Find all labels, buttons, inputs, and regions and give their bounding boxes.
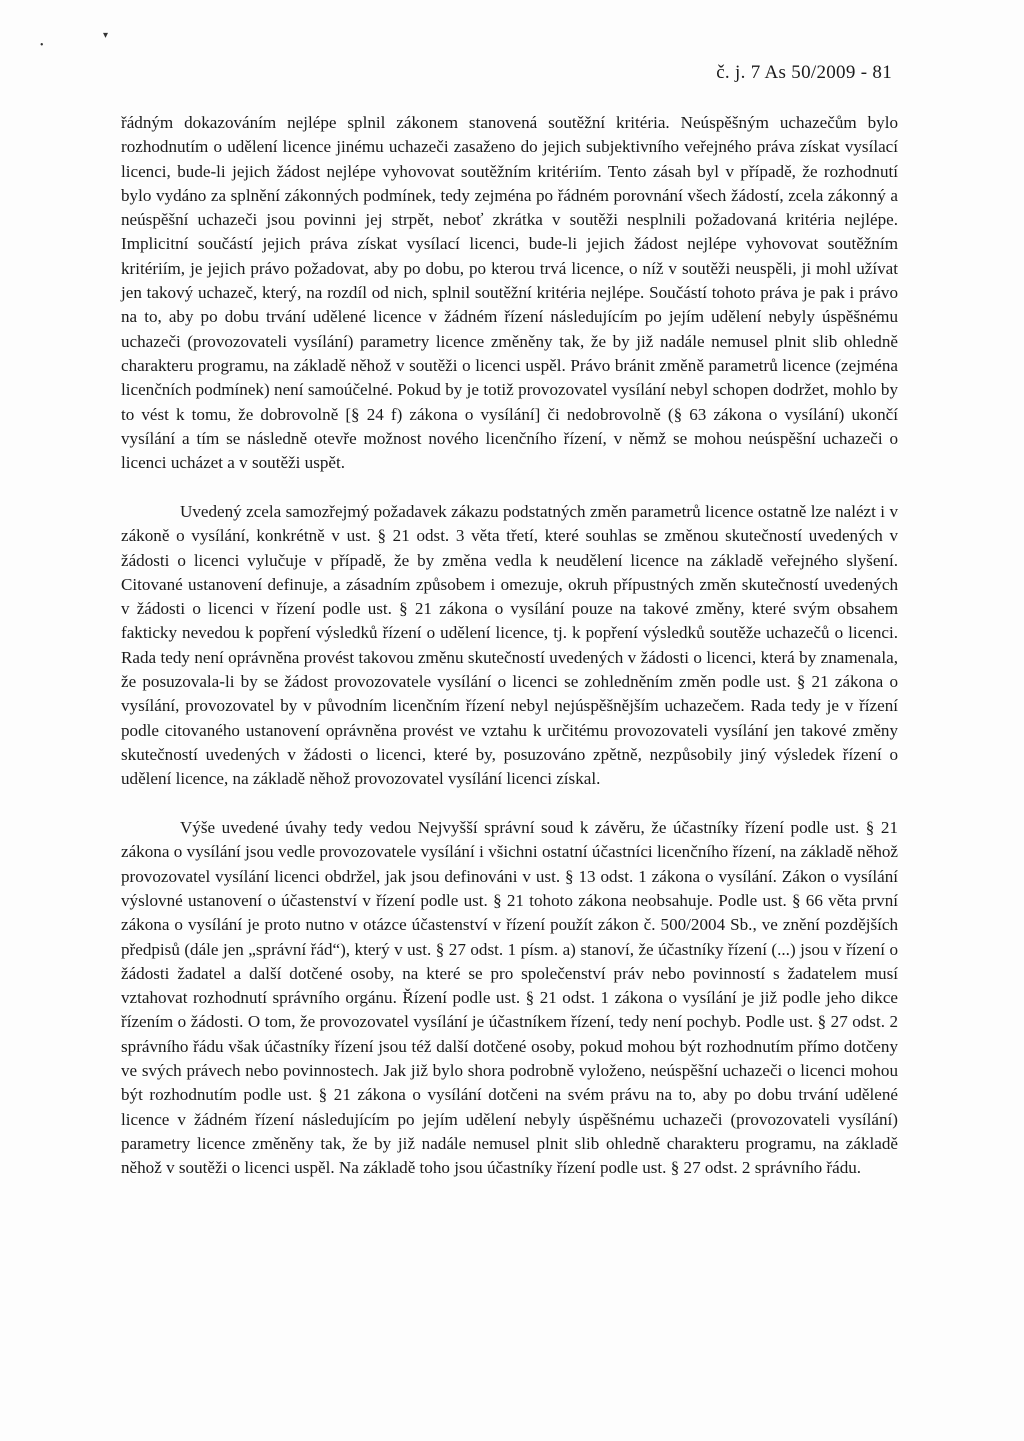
paragraph: Výše uvedené úvahy tedy vedou Nejvyšší správní soud k závěru, že účastníky řízení podle ust. § 21 zákona o vysílání jsou vedle provozovatele vysílání i všichni ostatní účastníci licenčního řízení, na základě něhož provozovatel vysílání licenci obdržel, jak jsou definováni v ust. § 13 odst. 1 zákona o vysílání. Zákon o vysílání výslovné ustanovení o účastenství v řízení podle ust. § 21 tohoto zákona neobsahuje. Podle ust. § 66 věta první zákona o vysílání je proto nutno v otázce účastenství v řízení použít zákon č. 500/2004 Sb., ve znění pozdějších předpisů (dále jen „správní řád“), který v ust. § 27 odst. 1 písm. a) stanoví, že účastníky řízení (...) jsou v řízení o žádosti žadatel a další dotčené osoby, na které se pro společenství práv nebo povinností s žadatelem musí vztahovat rozhodnutí správního orgánu. Řízení podle ust. § 21 odst. 1 zákona o vysílání je již podle jeho dikce řízením o žádosti. O tom, že provozovatel vysílání je účastníkem řízení, tedy není pochyb. Podle ust. § 27 odst. 2 správního řádu však účastníky řízení jsou též další dotčené osoby, pokud mohou být rozhodnutím přímo dotčeny ve svých právech nebo povinnostech. Jak již bylo shora podrobně vyloženo, neúspěšní uchazeči o licenci mohou být rozhodnutím podle ust. § 21 zákona o vysílání dotčeni na svém právu na to, aby po dobu trvání udělené licence v žádném řízení následujícím po jejím udělení nebyly úspěšnému uchazeči (provozovateli vysílání) parametry licence změněny tak, že by již nadále nemusel plnit slib ohledně charakteru programu, na základě něhož v soutěži o licenci uspěl. Na základě toho jsou účastníky řízení podle ust. § 27 odst. 2 správního řádu. bbox=[121, 818, 898, 1178]
case-reference-number: č. j. 7 As 50/2009 - 81 bbox=[716, 62, 892, 83]
scan-artifact-mark: ▾ bbox=[103, 30, 109, 41]
document-body bbox=[121, 111, 898, 1180]
paragraph: Uvedený zcela samozřejmý požadavek zákazu podstatných změn parametrů licence ostatně lze nalézt i v zákoně o vysílání, konkrétně v ust. § 21 odst. 3 věta třetí, které souhlas se změnou skutečností uvedených v žádosti o licenci vylučuje v případě, že by změna vedla k neudělení licence na základě veřejného slyšení. Citované ustanovení definuje, a zásadním způsobem i omezuje, okruh přípustných změn skutečností uvedených v žádosti o licenci v řízení podle ust. § 21 zákona o vysílání pouze na takové změny, které svým obsahem fakticky nevedou k popření výsledků řízení o udělení licence, tj. k popření výsledků soutěže uchazečů o licenci. Rada tedy není oprávněna provést takovou změnu skutečností uvedených v žádosti o licenci, která by znamenala, že posuzovala-li by se žádost provozovatele vysílání o licenci se zohledněním změn podle ust. § 21 zákona o vysílání, provozovatel by v původním licenčním řízení nebyl nejúspěšnějším uchazečem. Rada tedy je v řízení podle citovaného ustanovení oprávněna provést ve vztahu k určitému provozovateli vysílání jen takové změny skutečností uvedených v žádosti o licenci, které by, posuzováno zpětně, nezpůsobily jiný výsledek řízení o udělení licence, na základě něhož provozovatel vysílání licenci získal. bbox=[121, 501, 898, 789]
scan-artifact-dot: • bbox=[40, 40, 44, 51]
paragraph-continuation: řádným dokazováním nejlépe splnil zákonem stanovená soutěžní kritéria. Neúspěšným uchazečům bylo rozhodnutím o udělení licence jinému uchazeči zasaženo do jejich subjektivního veřejného práva získat vysílací licenci, bude-li jejich žádost nejlépe vyhovovat soutěžním kritériím. Tento zásah byl v případě, že rozhodnutí bylo vydáno za splnění zákonných podmínek, tedy zejména po řádném porovnání všech žádostí, zcela zákonný a neúspěšní uchazeči jsou povinni jej strpět, neboť zkrátka v soutěži nesplnili požadovaná kritéria nejlépe. Implicitní součástí jejich práva získat vysílací licenci, bude-li jejich žádost nejlépe vyhovovat soutěžním kritériím, je jejich právo požadovat, aby po dobu, po kterou trvá licence, o níž v soutěži neuspěli, ji mohl užívat jen takový uchazeč, který, na rozdíl od nich, splnil soutěžní kritéria nejlépe. Součástí tohoto práva je pak i právo na to, aby po dobu trvání udělené licence v žádném řízení následujícím po jejím udělení nebyly úspěšnému uchazeči (provozovateli vysílání) parametry licence změněny tak, že by již nadále nemusel plnit slib ohledně charakteru programu, na základě něhož v soutěži o licenci uspěl. Právo bránit změně parametrů licence (zejména licenčních podmínek) není samoúčelné. Pokud by je totiž provozovatel vysílání nebyl schopen dodržet, mohlo by to vést k tomu, že dobrovolně [§ 24 f) zákona o vysílání] či nedobrovolně (§ 63 zákona o vysílání) ukončí vysílání a tím se následně otevře možnost nového licenčního řízení, v němž se mohou neúspěšní uchazeči o licenci ucházet a v soutěži uspět. bbox=[121, 113, 898, 473]
